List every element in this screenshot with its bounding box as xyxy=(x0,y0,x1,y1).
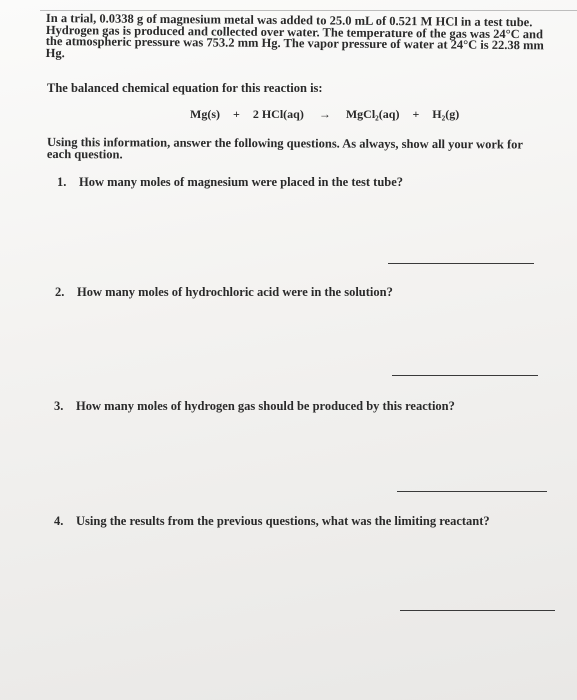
reactant-magnesium: Mg(s) xyxy=(190,107,220,121)
answer-line-2[interactable] xyxy=(392,375,538,376)
reactant-hcl: 2 HCl(aq) xyxy=(252,107,304,121)
plus-sign: + xyxy=(412,107,420,121)
plus-sign: + xyxy=(233,107,240,121)
answer-line-4[interactable] xyxy=(400,610,555,611)
chemical-equation xyxy=(190,107,459,122)
question-text: How many moles of hydrogen gas should be produced by this reaction? xyxy=(76,399,455,413)
question-text: How many moles of magnesium were placed in the test tube? xyxy=(79,175,404,189)
reaction-arrow: → xyxy=(318,107,331,121)
question-3 xyxy=(54,399,455,414)
question-number: 3. xyxy=(54,399,64,413)
problem-intro: In a trial, 0.0338 g of magnesium metal was added to 25.0 mL of 0.521 M HCl in a test tube. Hydrogen gas is produced and collected over water. The temperature of the gas was 24°C and the atmospheric pressure was 753.2 mm Hg. The vapor pressure of water at 24°C is 22.38 mm Hg. xyxy=(45,11,544,60)
question-text: How many moles of hydrochloric acid were in the solution? xyxy=(77,285,393,299)
question-number: 4. xyxy=(54,514,64,528)
question-number: 1. xyxy=(57,175,67,189)
question-2 xyxy=(55,285,393,300)
equation-intro: The balanced chemical equation for this reaction is: xyxy=(47,81,323,95)
question-text: Using the results from the previous questions, what was the limiting reactant? xyxy=(76,514,490,528)
question-number: 2. xyxy=(55,285,65,299)
product-hydrogen: H₂(g) xyxy=(432,107,460,121)
answer-line-1[interactable] xyxy=(388,263,534,264)
instructions: Using this information, answer the following questions. As always, show all your work for each question. xyxy=(46,135,523,162)
question-1 xyxy=(57,175,403,190)
product-mgcl2: MgCl₂(aq) xyxy=(345,107,400,121)
question-4 xyxy=(54,514,490,529)
answer-line-3[interactable] xyxy=(397,491,547,492)
